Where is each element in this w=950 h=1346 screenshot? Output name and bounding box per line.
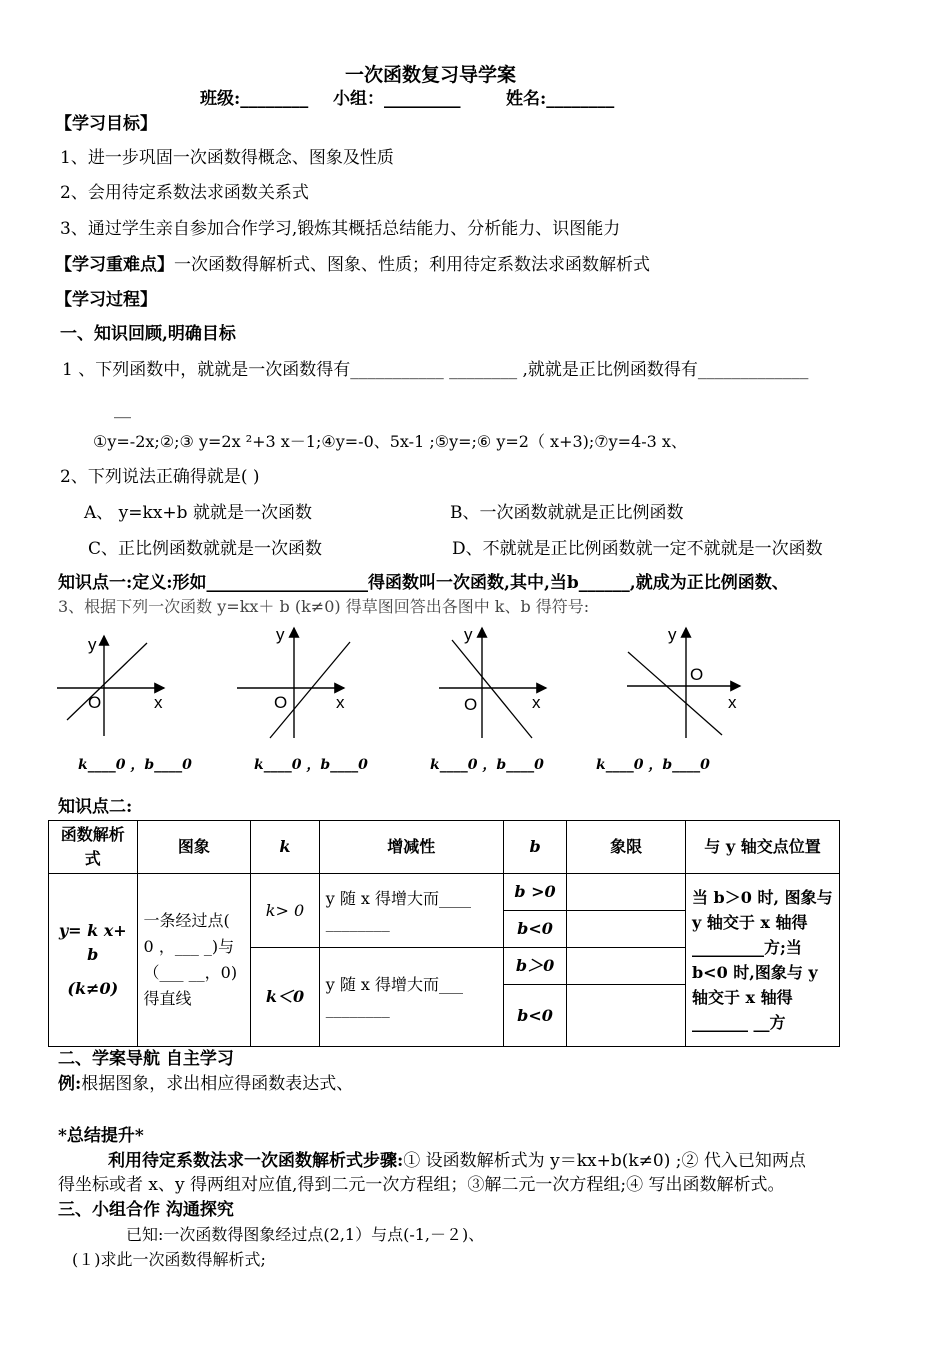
- y-axis-label: y: [668, 625, 677, 644]
- b-value: b＞0: [503, 948, 566, 985]
- goal-item: 1、进一步巩固一次函数得概念、图象及性质: [60, 148, 394, 168]
- graph-3-answer[interactable]: k____0 ，b____0: [430, 757, 544, 773]
- y-axis-label: y: [276, 625, 285, 644]
- formula-cell: [49, 874, 138, 1047]
- quadrant-cell[interactable]: [567, 911, 686, 948]
- graph-3: [434, 620, 564, 740]
- summary-bold: 利用待定系数法求一次函数解析式步骤:: [108, 1151, 404, 1171]
- quadrant-cell[interactable]: [567, 948, 686, 985]
- header-b: b: [503, 821, 566, 874]
- intersect-description[interactable]: 当 b＞0 时, 图象与 y 轴交于 x 轴得_________方;当 b<0 时,图象与 y 轴交于 x 轴得_______ __方: [685, 874, 839, 1047]
- section3-given: 已知:一次函数得图象经过点(2,1）与点(-1,－２)、: [126, 1225, 485, 1244]
- knowledge-point-1: 知识点一:定义:形如___________________得函数叫一次函数,其中,当b______,就成为正比例函数、: [58, 573, 789, 593]
- question-1-continuation: __: [114, 399, 131, 419]
- y-axis-label: y: [88, 635, 97, 654]
- graph-1: [52, 628, 182, 738]
- origin-label: O: [690, 665, 704, 684]
- x-axis-label: x: [532, 693, 541, 712]
- header-k: k: [251, 821, 319, 874]
- graph-2: [232, 620, 362, 740]
- question-1: 1 、下列函数中，就就是一次函数得有___________ ________ ,就就是正比例函数得有_____________: [62, 360, 809, 380]
- option-d: D、不就就是正比例函数就一定不就就是一次函数: [452, 539, 823, 559]
- process-heading: 【学习过程】: [55, 290, 157, 310]
- option-a: A、 y=kx+b 就就是一次函数: [84, 503, 312, 523]
- example: [58, 1073, 353, 1095]
- class-field[interactable]: 班级:________: [200, 89, 309, 109]
- section3-heading: 三、小组合作 沟通探究: [58, 1200, 234, 1220]
- graph-description[interactable]: 一条经过点( 0 ，___ _)与（___ __，0)得直线: [137, 874, 251, 1047]
- example-label: 例:: [58, 1074, 82, 1094]
- summary-line-2: 得坐标或者 x、y 得两组对应值,得到二元一次方程组；③解二元一次方程组;④ 写出函数解析式。: [58, 1175, 785, 1195]
- key-points-heading: 【学习重难点】: [55, 255, 174, 275]
- summary-heading: *总结提升*: [58, 1126, 144, 1146]
- origin-label: O: [274, 693, 288, 712]
- question-2: 2、下列说法正确得就是( ): [60, 467, 260, 487]
- origin-label: O: [464, 695, 478, 714]
- group-field[interactable]: 小组：_________: [333, 89, 461, 109]
- section2-heading: 二、学案导航 自主学习: [58, 1049, 234, 1069]
- quadrant-cell[interactable]: [567, 874, 686, 911]
- k-negative: k＜0: [251, 948, 319, 1047]
- monotonicity-negative[interactable]: y 随 x 得增大而___ ________: [319, 948, 503, 1047]
- goal-item: 3、通过学生亲自参加合作学习,锻炼其概括总结能力、分析能力、识图能力: [60, 219, 621, 239]
- formula-condition: (k≠0): [67, 979, 119, 998]
- b-value: b<0: [503, 985, 566, 1047]
- b-value: b<0: [503, 911, 566, 948]
- quadrant-cell[interactable]: [567, 985, 686, 1047]
- graph-2-answer[interactable]: k____0 ，b____0: [254, 757, 368, 773]
- x-axis-label: x: [336, 693, 345, 712]
- option-c: C、正比例函数就就是一次函数: [88, 539, 323, 559]
- header-quadrant: 象限: [567, 821, 686, 874]
- name-field[interactable]: 姓名:________: [506, 89, 615, 109]
- k-positive: k> 0: [251, 874, 319, 948]
- knowledge-point-2-title: 知识点二:: [58, 797, 133, 817]
- properties-table: [48, 820, 840, 1047]
- graph-4-answer[interactable]: k____0 ，b____0: [596, 757, 710, 773]
- question-1-functions: ①y=-2x;②;③ y=2x ²+3 x－1;④y=-0、5x-1 ;⑤y=;⑥ y=2（ x+3);⑦y=4-3 x、: [93, 432, 687, 451]
- goal-item: 2、会用待定系数法求函数关系式: [60, 183, 309, 203]
- formula: y= k x+ b: [58, 921, 127, 964]
- x-axis-label: x: [154, 693, 163, 712]
- page-title: 一次函数复习导学案: [345, 64, 517, 86]
- origin-label: O: [88, 693, 102, 712]
- graph-1-answer[interactable]: k____0 ，b____0: [78, 757, 192, 773]
- header-intersect: 与 y 轴交点位置: [685, 821, 839, 874]
- header-monotonicity: 增减性: [319, 821, 503, 874]
- monotonicity-positive[interactable]: y 随 x 得增大而____ ________: [319, 874, 503, 948]
- summary-line-1: [108, 1150, 806, 1172]
- b-value: b >0: [503, 874, 566, 911]
- header-formula: 函数解析式: [49, 821, 138, 874]
- graph-4: [622, 620, 752, 740]
- y-axis-label: y: [464, 625, 473, 644]
- section1-heading: 一、知识回顾,明确目标: [60, 324, 236, 344]
- x-axis-label: x: [728, 693, 737, 712]
- header-graph: 图象: [137, 821, 251, 874]
- key-points-text: 一次函数得解析式、图象、性质；利用待定系数法求函数解析式: [174, 255, 650, 275]
- key-points: [55, 254, 650, 276]
- question-3: 3、根据下列一次函数 y=kx＋ b (k≠0) 得草图回答出各图中 k、b 得符号:: [58, 597, 590, 616]
- goals-heading: 【学习目标】: [55, 114, 157, 134]
- option-b: B、一次函数就就是正比例函数: [450, 503, 684, 523]
- section3-question-1: (１)求此一次函数得解析式;: [72, 1250, 266, 1269]
- example-text: 根据图象，求出相应得函数表达式、: [81, 1074, 354, 1094]
- summary-text-1: ① 设函数解析式为 y＝kx+b(k≠0) ;② 代入已知两点: [403, 1151, 806, 1171]
